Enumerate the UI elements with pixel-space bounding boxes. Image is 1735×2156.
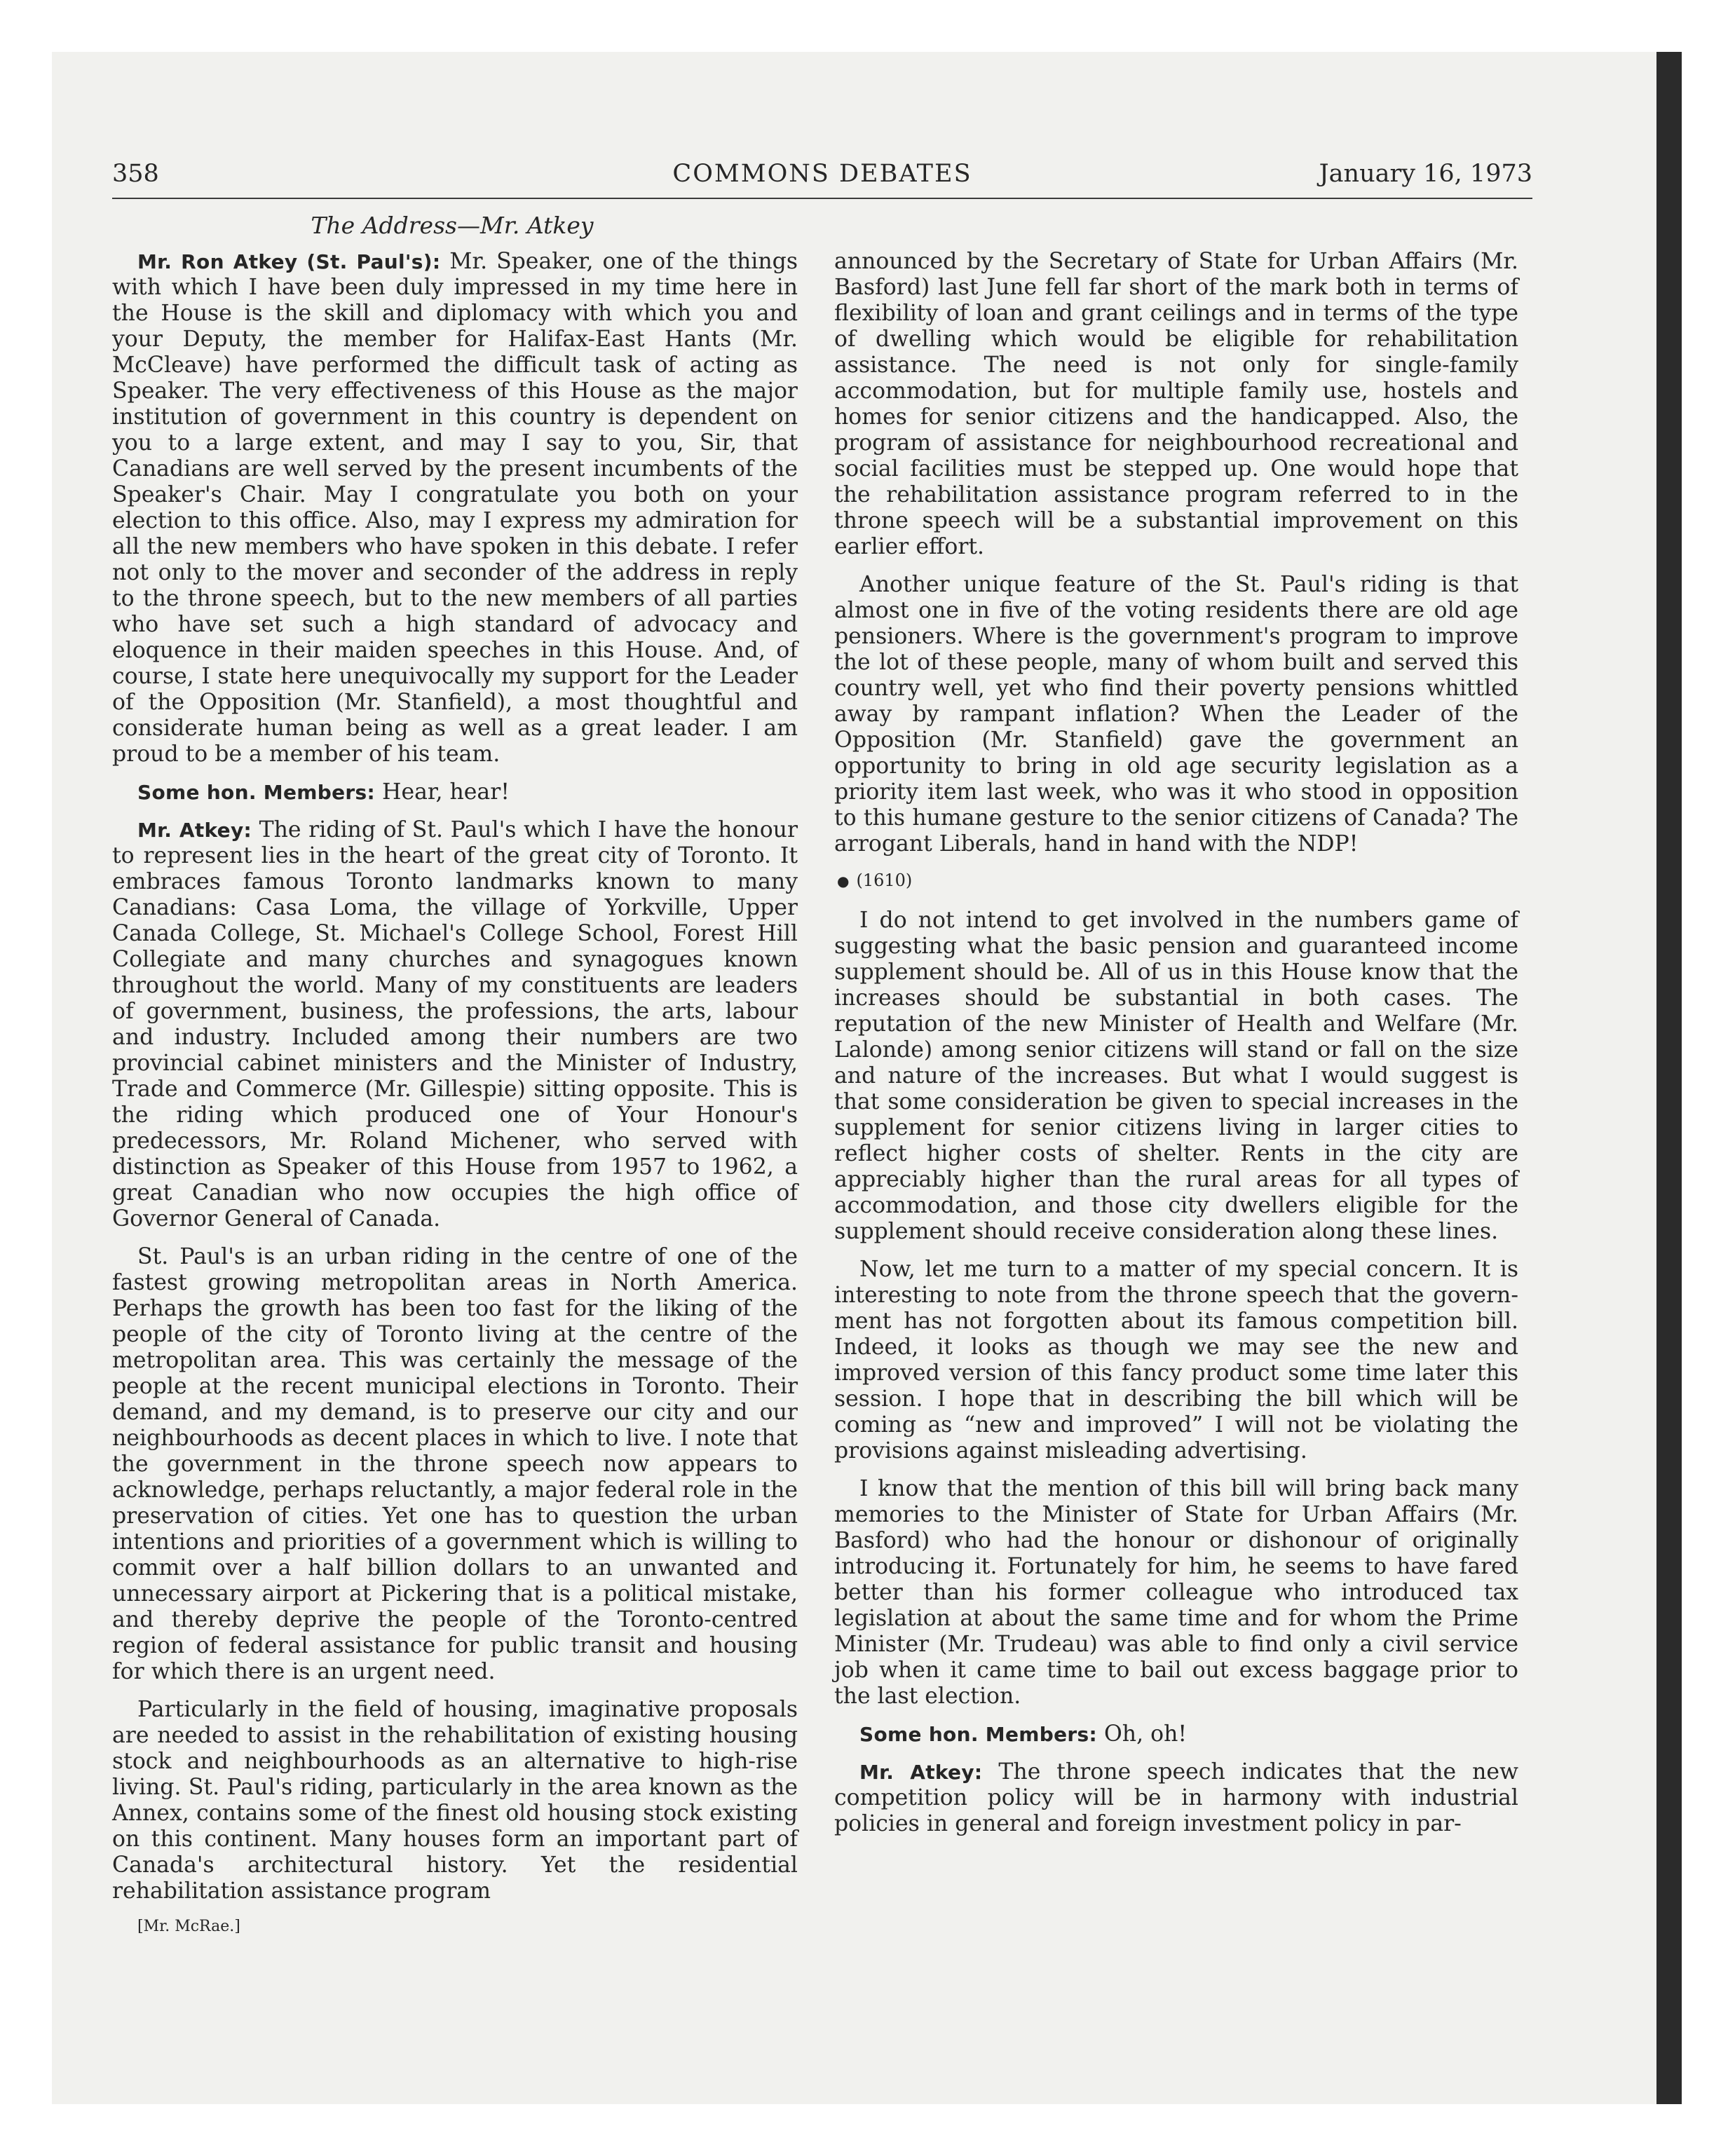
speaker-name: Some hon. Members: xyxy=(859,1723,1097,1746)
paragraph-text: The throne speech indicates that the new competition policy will be in harmony with industrial policies in general and foreign investment policy in par- xyxy=(834,1759,1518,1836)
paragraph xyxy=(834,572,1518,857)
paragraph xyxy=(112,1697,798,1904)
speaker-name: Mr. Ron Atkey (St. Paul's): xyxy=(137,250,441,273)
paragraph-text: Mr. Speaker, one of the things with which I have been duly impressed in my time here in the House is the skill and diplomacy with which you and your Deputy, the member for Halifax-East Hants (Mr. McCleave) have performed the difficult task of acting as Speaker. The very effectiveness of this House as the major institution of government in this country is dependent on you to a large extent, and may I say to you, Sir, that Canadians are well served by the present incumbents of the Speaker's Chair. May I congratulate you both on your election to this office. Also, may I express my admiration for all the new members who have spoken in this debate. I refer not only to the mover and seconder of the address in reply to the throne speech, but to the new members of all parties who have set such a high standard of advocacy and eloquence in their maiden speeches in this House. And, of course, I state here unequivocally my support for the Leader of the Opposition (Mr. Stanfield), a most thoughtful and considerate human being as well as a great leader. I am proud to be a member of his team. xyxy=(112,249,798,767)
paragraph-text: St. Paul's is an urban riding in the centre of one of the fastest growing metropolitan areas in North America. Perhaps the growth has been too fast for the liking of the people of the city of Toronto living at the centre of the metropolitan area. This was certainly the message of the people at the recent municipal elections in Toronto. Their demand, and my demand, is to preserve our city and our neighbourhoods as decent places in which to live. I note that the government in the throne speech now appears to acknowledge, perhaps reluctantly, a major federal role in the preservation of cities. Yet one has to question the urban intentions and priorities of a government which is willing to commit over a half billion dollars to an unwanted and unnecessary airport at Pickering that is a political mistake, and thereby deprive the people of the Toronto-centred region of federal assistance for public transit and housing for which there is an urgent need. xyxy=(112,1244,798,1684)
paragraph-text: announced by the Secretary of State for Urban Affairs (Mr. Basford) last June fell far short of the mark both in terms of flexibility of loan and grant ceilings and in terms of the type of dwelling which would be eligible for rehabilitation assistance. The need is not only for single-family accommodation, but for multiple family use, hostels and homes for senior citizens and the handicapped. Also, the program of assistance for neighbourhood recreational and social facilities must be stepped up. One would hope that the rehabilitation assistance program referred to in the throne speech will be a substantial improvement on this earlier effort. xyxy=(834,249,1518,559)
paragraph-text: Another unique feature of the St. Paul's riding is that almost one in five of the voting residents there are old age pensioners. Where is the government's program to improve the lot of these people, many of whom built and served this country well, yet who find their poverty pensions whittled away by rampant inflation? When the Leader of the Opposition (Mr. Stanfield) gave the government an opportunity to bring in old age security legislation as a priority item last week, who was it who stood in opposition to this humane gesture to the senior citizens of Canada? The arrogant Liberals, hand in hand with the NDP! xyxy=(834,572,1518,857)
right-column xyxy=(834,249,1518,1849)
paragraph-text: The riding of St. Paul's which I have the honour to represent lies in the heart of the great city of Toronto. It embraces famous Toronto landmarks known to many Canadians: Casa Loma, the village of Yorkville, Upper Canada College, St. Michael's College School, Forest Hill Collegiate and many churches and synagogues known throughout the world. Many of my constituents are leaders of government, business, the professions, the arts, labour and industry. Included among their numbers are two provincial cabinet ministers and the Minister of Industry, Trade and Commerce (Mr. Gillespie) sitting opposite. This is the riding which produced one of Your Honour's predecessors, Mr. Roland Michener, who served with distinction as Speaker of this House from 1957 to 1962, a great Canadian who now occupies the high office of Governor General of Canada. xyxy=(112,817,798,1231)
paragraph xyxy=(112,817,798,1232)
paragraph-text: I do not intend to get involved in the numbers game of suggesting what the basic pension and guaranteed income supplement should be. All of us in this House know that the increases should be substantial in both cases. The reputation of the new Minister of Health and Welfare (Mr. Lalonde) among senior citizens will stand or fall on the size and nature of the increases. But what I would suggest is that some consideration be given to special increases in the supplement for senior citizens living in larger cities to reflect higher costs of shelter. Rents in the city are appreciably higher than the rural areas for all types of accommodation, and those city dwellers eligible for the supplement should receive consideration along these lines. xyxy=(834,908,1518,1244)
timestamp-marker xyxy=(837,869,1518,892)
speaker-name: Some hon. Members: xyxy=(137,781,375,804)
page-edge-shadow xyxy=(1656,52,1682,2104)
paragraph xyxy=(834,1759,1518,1837)
paragraph xyxy=(834,1721,1518,1747)
footnote: [Mr. McRae.] xyxy=(137,1918,240,1935)
publication-title: COMMONS DEBATES xyxy=(672,160,972,188)
paragraph xyxy=(112,249,798,767)
paragraph xyxy=(834,908,1518,1245)
page-number: 358 xyxy=(112,160,159,188)
paragraph xyxy=(112,779,798,805)
page-header xyxy=(112,158,1532,199)
paragraph-text: Now, let me turn to a matter of my special concern. It is interesting to note from the throne speech that the government has not forgotten about its famous competition bill. Indeed, it looks as though we may see the new and improved version of this fancy product some time later this session. I hope that in describing the bill which will be coming as “new and improved” I will not be violating the provisions against misleading advertising. xyxy=(834,1257,1518,1464)
paragraph xyxy=(834,1257,1518,1464)
speaker-name: Mr. Atkey: xyxy=(859,1761,983,1784)
paragraph-text: Oh, oh! xyxy=(1103,1721,1188,1747)
paragraph-text: Hear, hear! xyxy=(381,779,510,805)
bullet-icon: ● xyxy=(837,873,850,889)
paragraph-text: Particularly in the field of housing, imaginative proposals are needed to assist in the rehabilitation of existing housing stock and neighbourhoods as an alternative to high-rise living. St. Paul's riding, particularly in the area known as the Annex, contains some of the finest old housing stock existing on this continent. Many houses form an important part of Canada's architectural history. Yet the residential rehabilitation assistance program xyxy=(112,1697,798,1904)
paragraph xyxy=(834,249,1518,560)
section-subhead: The Address—Mr. Atkey xyxy=(311,212,594,239)
speaker-name: Mr. Atkey: xyxy=(137,819,252,842)
paragraph xyxy=(112,1244,798,1685)
timestamp-text: (1610) xyxy=(856,871,913,890)
paragraph-text: I know that the mention of this bill will bring back many memories to the Minister of State for Urban Affairs (Mr. Basford) who had the honour or dishonour of originally introducing it. Fortunately for him, he seems to have fared better than his former colleague who introduced tax legislation at about the same time and for whom the Prime Minister (Mr. Trudeau) was able to find only a civil service job when it came time to bail out excess baggage prior to the last election. xyxy=(834,1476,1518,1709)
paragraph xyxy=(834,1476,1518,1710)
left-column xyxy=(112,249,798,1949)
page-date: January 16, 1973 xyxy=(1319,160,1532,188)
